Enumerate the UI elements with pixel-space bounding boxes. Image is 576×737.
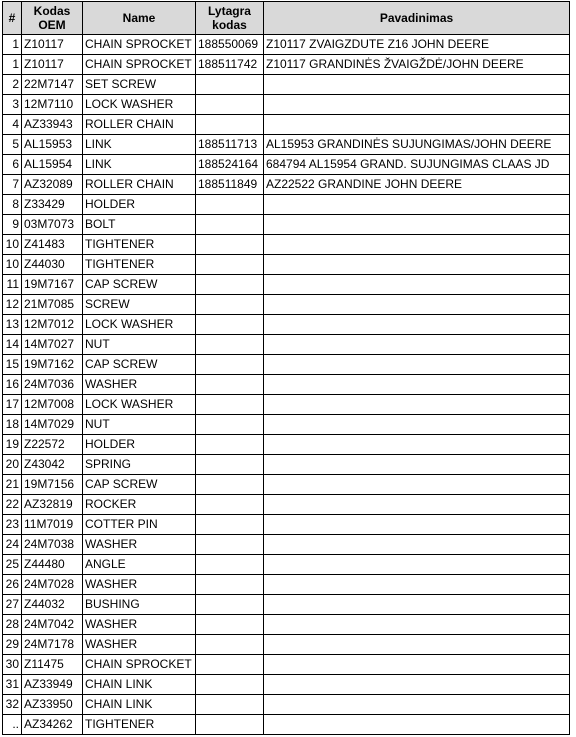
- cell-name: COTTER PIN: [83, 515, 196, 535]
- cell-kodas-oem: AZ33943: [22, 115, 83, 135]
- cell-lytagra-kodas: [196, 295, 264, 315]
- cell-pavadinimas: [264, 535, 570, 555]
- cell-lytagra-kodas: [196, 455, 264, 475]
- cell-kodas-oem: AL15953: [22, 135, 83, 155]
- cell-pavadinimas: [264, 195, 570, 215]
- table-row: [3, 375, 570, 395]
- cell-kodas-oem: 19M7167: [22, 275, 83, 295]
- cell-number: 18: [3, 415, 22, 435]
- cell-pavadinimas: [264, 455, 570, 475]
- table-row: [3, 275, 570, 295]
- cell-number: 13: [3, 315, 22, 335]
- cell-pavadinimas: [264, 335, 570, 355]
- cell-kodas-oem: AL15954: [22, 155, 83, 175]
- header-lytagra-kodas: Lytagra kodas: [196, 2, 264, 35]
- cell-number: 28: [3, 615, 22, 635]
- cell-lytagra-kodas: [196, 615, 264, 635]
- cell-lytagra-kodas: [196, 215, 264, 235]
- table-row: [3, 515, 570, 535]
- table-row: [3, 395, 570, 415]
- cell-kodas-oem: Z44030: [22, 255, 83, 275]
- cell-pavadinimas: [264, 575, 570, 595]
- cell-name: ROLLER CHAIN: [83, 115, 196, 135]
- cell-name: BUSHING: [83, 595, 196, 615]
- cell-name: CHAIN LINK: [83, 675, 196, 695]
- cell-pavadinimas: [264, 215, 570, 235]
- cell-pavadinimas: [264, 115, 570, 135]
- table-row: [3, 615, 570, 635]
- cell-pavadinimas: AL15953 GRANDINĖS SUJUNGIMAS/JOHN DEERE: [264, 135, 570, 155]
- cell-lytagra-kodas: [196, 655, 264, 675]
- cell-lytagra-kodas: [196, 275, 264, 295]
- cell-name: LINK: [83, 135, 196, 155]
- cell-lytagra-kodas: 188511742: [196, 55, 264, 75]
- cell-lytagra-kodas: [196, 255, 264, 275]
- cell-name: LOCK WASHER: [83, 95, 196, 115]
- cell-number: 10: [3, 235, 22, 255]
- cell-lytagra-kodas: [196, 715, 264, 735]
- cell-pavadinimas: [264, 315, 570, 335]
- cell-pavadinimas: [264, 675, 570, 695]
- cell-lytagra-kodas: 188511713: [196, 135, 264, 155]
- parts-table: [2, 1, 570, 735]
- cell-lytagra-kodas: [196, 75, 264, 95]
- cell-lytagra-kodas: [196, 415, 264, 435]
- cell-number: 6: [3, 155, 22, 175]
- cell-number: 12: [3, 295, 22, 315]
- table-row: [3, 75, 570, 95]
- table-row: [3, 455, 570, 475]
- cell-name: WASHER: [83, 535, 196, 555]
- table-row: [3, 475, 570, 495]
- cell-lytagra-kodas: [196, 335, 264, 355]
- cell-name: SCREW: [83, 295, 196, 315]
- table-row: [3, 295, 570, 315]
- table-row: [3, 655, 570, 675]
- cell-pavadinimas: [264, 635, 570, 655]
- cell-number: 26: [3, 575, 22, 595]
- cell-name: NUT: [83, 335, 196, 355]
- table-row: [3, 675, 570, 695]
- cell-kodas-oem: 21M7085: [22, 295, 83, 315]
- cell-kodas-oem: Z44032: [22, 595, 83, 615]
- header-number: #: [3, 2, 22, 35]
- cell-name: HOLDER: [83, 435, 196, 455]
- cell-name: CHAIN SPROCKET: [83, 35, 196, 55]
- cell-pavadinimas: [264, 555, 570, 575]
- cell-name: TIGHTENER: [83, 715, 196, 735]
- cell-name: TIGHTENER: [83, 235, 196, 255]
- cell-lytagra-kodas: [196, 395, 264, 415]
- cell-number: 20: [3, 455, 22, 475]
- cell-kodas-oem: 24M7042: [22, 615, 83, 635]
- cell-kodas-oem: Z10117: [22, 55, 83, 75]
- cell-lytagra-kodas: [196, 375, 264, 395]
- header-kodas-oem: Kodas OEM: [22, 2, 83, 35]
- cell-pavadinimas: [264, 95, 570, 115]
- cell-number: 7: [3, 175, 22, 195]
- table-header: [3, 2, 570, 35]
- table-row: [3, 535, 570, 555]
- cell-number: 25: [3, 555, 22, 575]
- cell-lytagra-kodas: [196, 675, 264, 695]
- cell-lytagra-kodas: [196, 695, 264, 715]
- cell-number: 24: [3, 535, 22, 555]
- cell-number: 15: [3, 355, 22, 375]
- cell-lytagra-kodas: 188511849: [196, 175, 264, 195]
- table-row: [3, 315, 570, 335]
- cell-name: TIGHTENER: [83, 255, 196, 275]
- cell-pavadinimas: AZ22522 GRANDINE JOHN DEERE: [264, 175, 570, 195]
- cell-number: 11: [3, 275, 22, 295]
- cell-pavadinimas: [264, 235, 570, 255]
- cell-name: LINK: [83, 155, 196, 175]
- cell-number: 8: [3, 195, 22, 215]
- cell-kodas-oem: 11M7019: [22, 515, 83, 535]
- cell-kodas-oem: AZ33950: [22, 695, 83, 715]
- cell-name: ROLLER CHAIN: [83, 175, 196, 195]
- table-row: [3, 335, 570, 355]
- table-row: [3, 175, 570, 195]
- cell-kodas-oem: 24M7028: [22, 575, 83, 595]
- cell-pavadinimas: [264, 515, 570, 535]
- cell-kodas-oem: 19M7156: [22, 475, 83, 495]
- cell-name: LOCK WASHER: [83, 395, 196, 415]
- cell-name: CHAIN SPROCKET: [83, 655, 196, 675]
- cell-lytagra-kodas: [196, 95, 264, 115]
- table-row: [3, 695, 570, 715]
- cell-name: WASHER: [83, 375, 196, 395]
- cell-kodas-oem: 19M7162: [22, 355, 83, 375]
- cell-number: 4: [3, 115, 22, 135]
- cell-number: 14: [3, 335, 22, 355]
- table-row: [3, 435, 570, 455]
- cell-name: HOLDER: [83, 195, 196, 215]
- table-row: [3, 575, 570, 595]
- header-pavadinimas: Pavadinimas: [264, 2, 570, 35]
- cell-number: 2: [3, 75, 22, 95]
- table-row: [3, 135, 570, 155]
- cell-lytagra-kodas: [196, 495, 264, 515]
- cell-number: 16: [3, 375, 22, 395]
- cell-lytagra-kodas: [196, 195, 264, 215]
- cell-kodas-oem: 24M7036: [22, 375, 83, 395]
- header-name: Name: [83, 2, 196, 35]
- cell-name: CAP SCREW: [83, 275, 196, 295]
- cell-pavadinimas: [264, 355, 570, 375]
- cell-kodas-oem: 24M7038: [22, 535, 83, 555]
- cell-kodas-oem: 24M7178: [22, 635, 83, 655]
- cell-pavadinimas: [264, 255, 570, 275]
- cell-kodas-oem: 22M7147: [22, 75, 83, 95]
- table-row: [3, 495, 570, 515]
- cell-lytagra-kodas: [196, 315, 264, 335]
- cell-kodas-oem: Z43042: [22, 455, 83, 475]
- cell-kodas-oem: Z44480: [22, 555, 83, 575]
- table-row: [3, 415, 570, 435]
- cell-pavadinimas: [264, 695, 570, 715]
- cell-name: BOLT: [83, 215, 196, 235]
- cell-name: CHAIN SPROCKET: [83, 55, 196, 75]
- cell-number: 10: [3, 255, 22, 275]
- table-row: [3, 635, 570, 655]
- table-row: [3, 155, 570, 175]
- cell-lytagra-kodas: [196, 115, 264, 135]
- table-row: [3, 715, 570, 735]
- cell-pavadinimas: [264, 75, 570, 95]
- table-row: [3, 255, 570, 275]
- cell-name: LOCK WASHER: [83, 315, 196, 335]
- cell-kodas-oem: Z41483: [22, 235, 83, 255]
- cell-kodas-oem: AZ34262: [22, 715, 83, 735]
- cell-pavadinimas: [264, 595, 570, 615]
- table-row: [3, 215, 570, 235]
- cell-number: 19: [3, 435, 22, 455]
- cell-kodas-oem: 12M7110: [22, 95, 83, 115]
- cell-number: 30: [3, 655, 22, 675]
- cell-name: SPRING: [83, 455, 196, 475]
- cell-lytagra-kodas: [196, 595, 264, 615]
- cell-lytagra-kodas: [196, 475, 264, 495]
- cell-pavadinimas: [264, 655, 570, 675]
- cell-name: WASHER: [83, 575, 196, 595]
- cell-name: ANGLE: [83, 555, 196, 575]
- cell-lytagra-kodas: 188524164: [196, 155, 264, 175]
- cell-pavadinimas: [264, 295, 570, 315]
- cell-lytagra-kodas: [196, 635, 264, 655]
- table-row: [3, 115, 570, 135]
- table-body: [3, 35, 570, 735]
- cell-number: 29: [3, 635, 22, 655]
- cell-number: 21: [3, 475, 22, 495]
- cell-number: 17: [3, 395, 22, 415]
- cell-number: 5: [3, 135, 22, 155]
- cell-number: 9: [3, 215, 22, 235]
- cell-pavadinimas: 684794 AL15954 GRAND. SUJUNGIMAS CLAAS JD: [264, 155, 570, 175]
- cell-pavadinimas: [264, 395, 570, 415]
- cell-name: CAP SCREW: [83, 475, 196, 495]
- cell-number: 1: [3, 55, 22, 75]
- cell-pavadinimas: [264, 375, 570, 395]
- cell-pavadinimas: [264, 495, 570, 515]
- cell-name: WASHER: [83, 635, 196, 655]
- cell-number: ..: [3, 715, 22, 735]
- cell-pavadinimas: [264, 615, 570, 635]
- cell-kodas-oem: AZ32819: [22, 495, 83, 515]
- cell-pavadinimas: [264, 435, 570, 455]
- cell-lytagra-kodas: [196, 515, 264, 535]
- cell-lytagra-kodas: 188550069: [196, 35, 264, 55]
- cell-pavadinimas: Z10117 GRANDINĖS ŽVAIGŽDĖ/JOHN DEERE: [264, 55, 570, 75]
- cell-number: 32: [3, 695, 22, 715]
- table-row: [3, 195, 570, 215]
- cell-pavadinimas: [264, 715, 570, 735]
- table-row: [3, 55, 570, 75]
- cell-pavadinimas: Z10117 ZVAIGZDUTE Z16 JOHN DEERE: [264, 35, 570, 55]
- cell-name: NUT: [83, 415, 196, 435]
- cell-name: CHAIN LINK: [83, 695, 196, 715]
- cell-lytagra-kodas: [196, 235, 264, 255]
- table-row: [3, 95, 570, 115]
- cell-kodas-oem: 03M7073: [22, 215, 83, 235]
- cell-name: CAP SCREW: [83, 355, 196, 375]
- table-row: [3, 235, 570, 255]
- cell-name: ROCKER: [83, 495, 196, 515]
- cell-kodas-oem: 12M7012: [22, 315, 83, 335]
- cell-lytagra-kodas: [196, 435, 264, 455]
- cell-lytagra-kodas: [196, 575, 264, 595]
- cell-number: 22: [3, 495, 22, 515]
- cell-number: 31: [3, 675, 22, 695]
- cell-kodas-oem: 12M7008: [22, 395, 83, 415]
- cell-name: WASHER: [83, 615, 196, 635]
- cell-lytagra-kodas: [196, 355, 264, 375]
- cell-kodas-oem: AZ33949: [22, 675, 83, 695]
- table-row: [3, 35, 570, 55]
- cell-kodas-oem: Z11475: [22, 655, 83, 675]
- cell-name: SET SCREW: [83, 75, 196, 95]
- cell-number: 1: [3, 35, 22, 55]
- table-row: [3, 355, 570, 375]
- cell-pavadinimas: [264, 275, 570, 295]
- cell-kodas-oem: Z22572: [22, 435, 83, 455]
- cell-number: 27: [3, 595, 22, 615]
- cell-number: 23: [3, 515, 22, 535]
- cell-kodas-oem: 14M7027: [22, 335, 83, 355]
- cell-lytagra-kodas: [196, 555, 264, 575]
- table-row: [3, 595, 570, 615]
- cell-kodas-oem: Z33429: [22, 195, 83, 215]
- cell-pavadinimas: [264, 475, 570, 495]
- cell-lytagra-kodas: [196, 535, 264, 555]
- cell-pavadinimas: [264, 415, 570, 435]
- table-row: [3, 555, 570, 575]
- cell-kodas-oem: AZ32089: [22, 175, 83, 195]
- cell-number: 3: [3, 95, 22, 115]
- cell-kodas-oem: 14M7029: [22, 415, 83, 435]
- cell-kodas-oem: Z10117: [22, 35, 83, 55]
- header-row: [3, 2, 570, 35]
